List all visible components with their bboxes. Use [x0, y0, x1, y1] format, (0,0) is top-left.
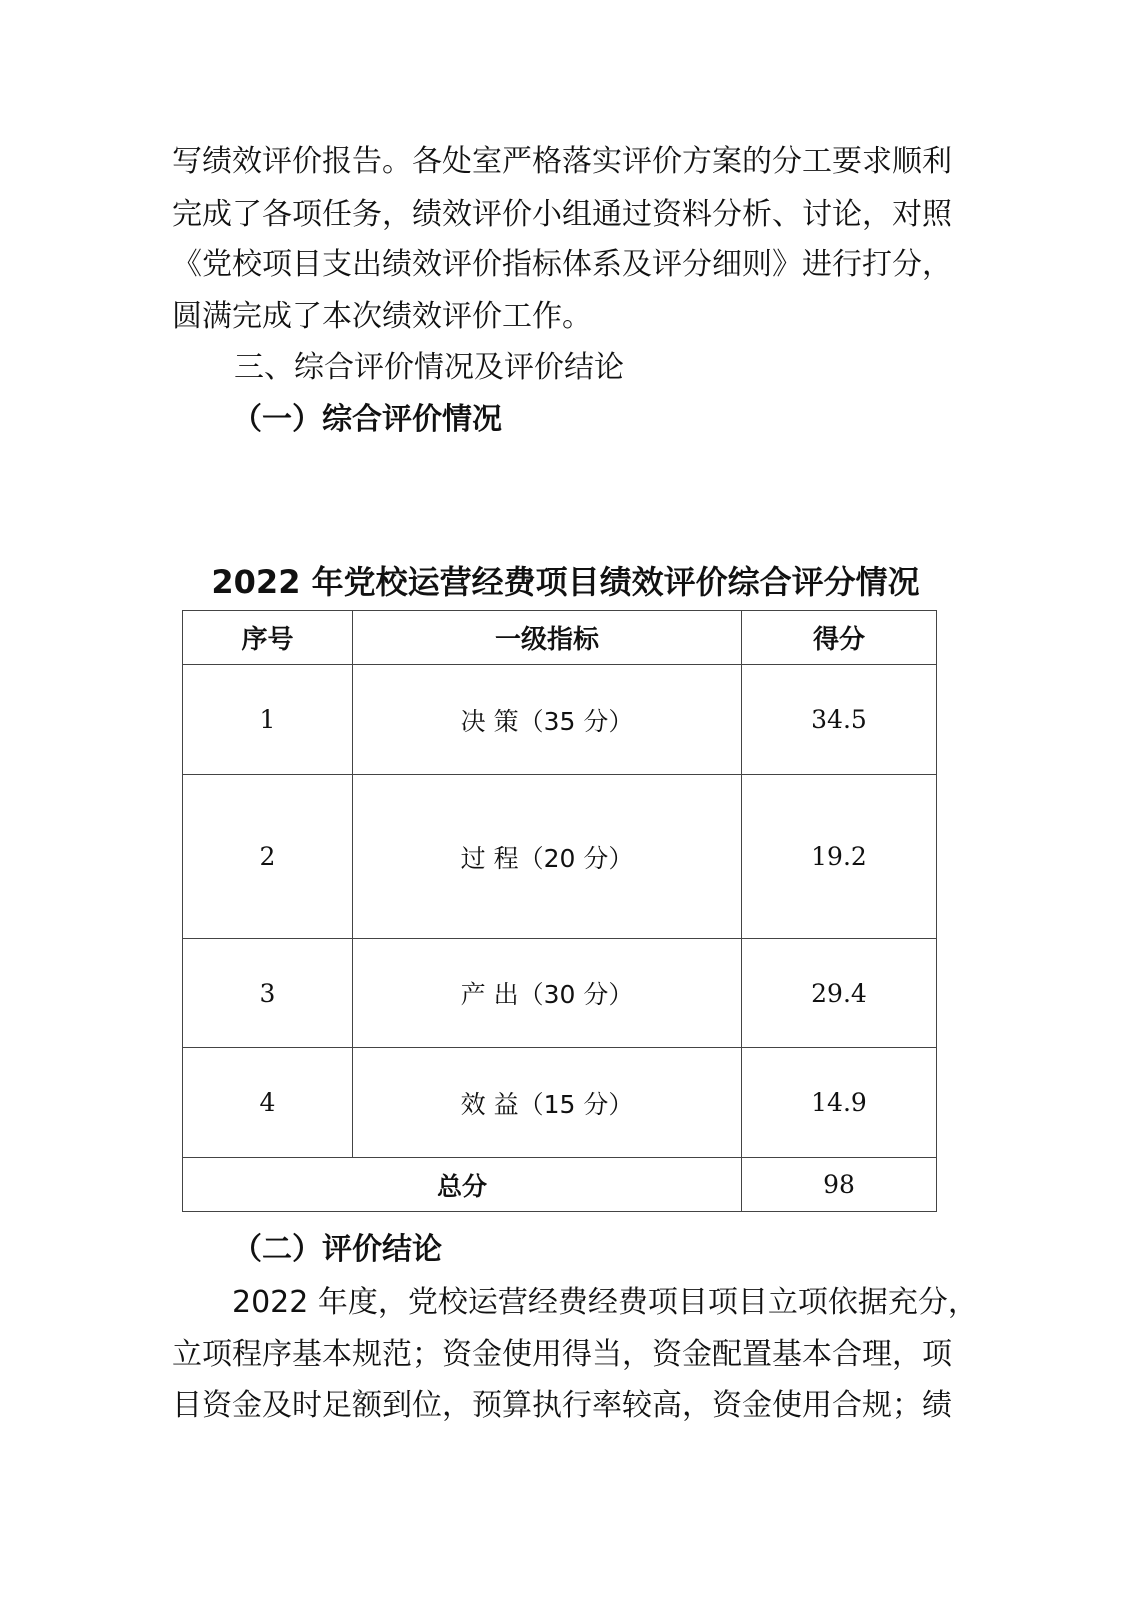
- paragraph-bottom-line-3: 目资金及时足额到位，预算执行率较高，资金使用合规；绩: [172, 1388, 952, 1423]
- table-total-row: [183, 1158, 937, 1212]
- subheading-evaluation-conclusion: （二）评价结论: [232, 1232, 442, 1267]
- row-score: 19.2: [742, 775, 937, 939]
- table-row: [183, 775, 937, 939]
- row-score: 14.9: [742, 1048, 937, 1158]
- header-indicator: 一级指标: [353, 611, 742, 665]
- table-header-row: [183, 611, 937, 665]
- paragraph-top-line-2: 完成了各项任务，绩效评价小组通过资料分析、讨论，对照: [172, 197, 952, 232]
- score-table: [182, 610, 937, 1212]
- row-index: 3: [183, 939, 353, 1048]
- total-label: 总分: [183, 1158, 742, 1212]
- row-indicator: 产 出（30 分）: [353, 939, 742, 1048]
- header-index: 序号: [183, 611, 353, 665]
- table-row: [183, 1048, 937, 1158]
- row-indicator: 过 程（20 分）: [353, 775, 742, 939]
- row-indicator: 决 策（35 分）: [353, 665, 742, 775]
- paragraph-top-line-4: 圆满完成了本次绩效评价工作。: [172, 299, 592, 334]
- subheading-comprehensive-evaluation: （一）综合评价情况: [232, 402, 502, 437]
- row-score: 34.5: [742, 665, 937, 775]
- total-score: 98: [742, 1158, 937, 1212]
- paragraph-bottom-line-2: 立项程序基本规范；资金使用得当，资金配置基本合理，项: [172, 1337, 952, 1372]
- row-index: 2: [183, 775, 353, 939]
- paragraph-bottom-line-1: 2022 年度，党校运营经费经费项目项目立项依据充分，: [232, 1285, 978, 1320]
- header-score: 得分: [742, 611, 937, 665]
- row-index: 1: [183, 665, 353, 775]
- section-heading: 三、综合评价情况及评价结论: [234, 350, 624, 385]
- table-row: [183, 939, 937, 1048]
- table-title: 2022 年党校运营经费项目绩效评价综合评分情况: [211, 563, 920, 601]
- row-index: 4: [183, 1048, 353, 1158]
- row-score: 29.4: [742, 939, 937, 1048]
- row-indicator: 效 益（15 分）: [353, 1048, 742, 1158]
- paragraph-top-line-3: 《党校项目支出绩效评价指标体系及评分细则》进行打分，: [172, 247, 952, 282]
- table-row: [183, 665, 937, 775]
- paragraph-top-line-1: 写绩效评价报告。各处室严格落实评价方案的分工要求顺利: [172, 144, 952, 179]
